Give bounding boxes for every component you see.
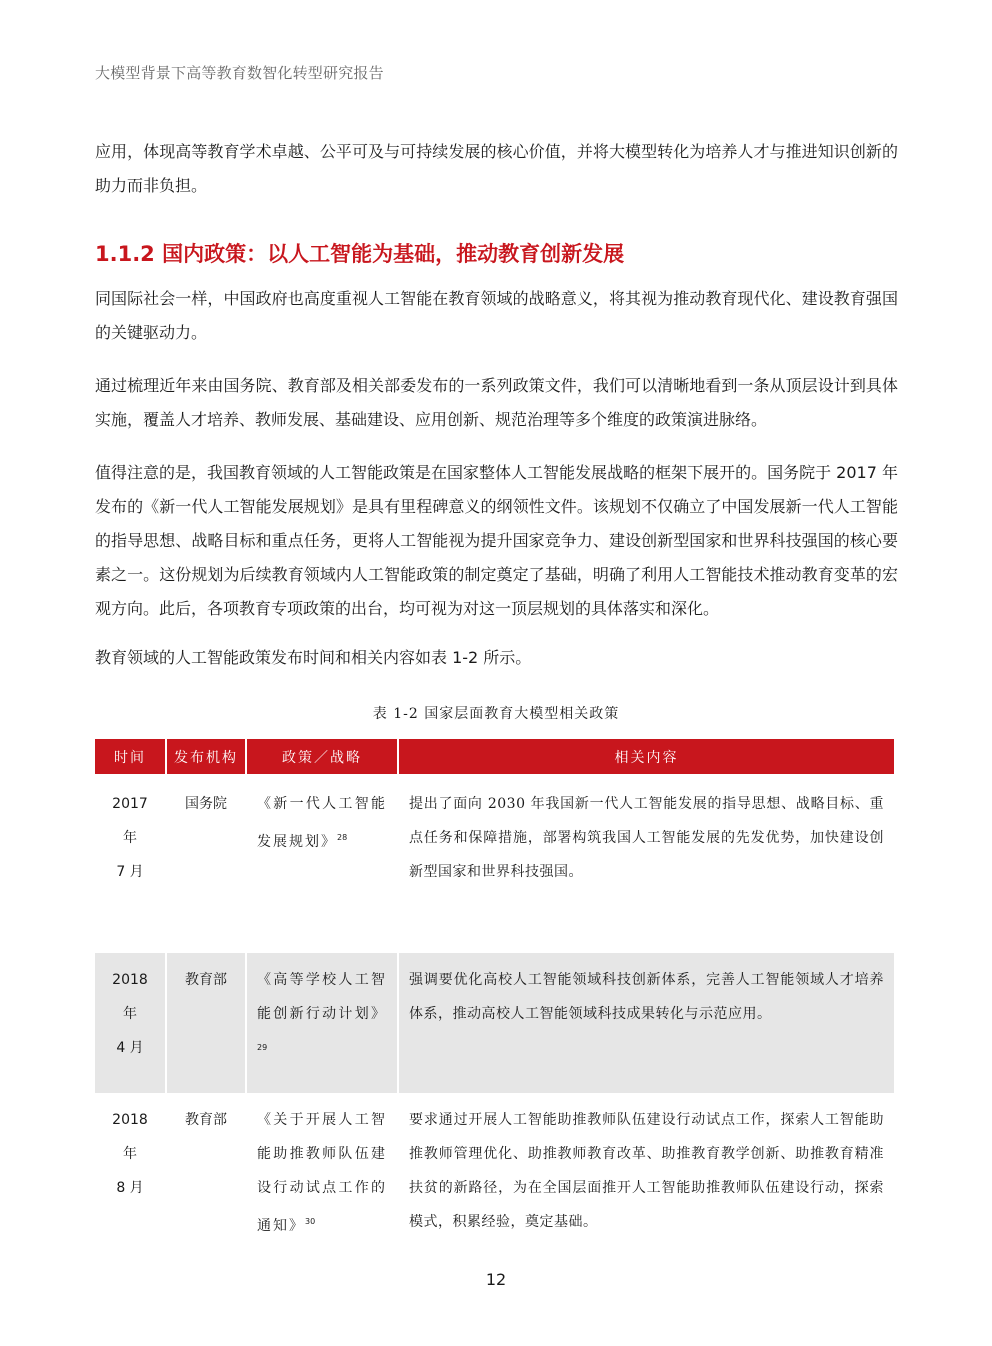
- header-policy: 政策／战略: [247, 739, 397, 777]
- policy-title: 《关于开展人工智能助推教师队伍建设行动试点工作的通知》: [257, 1112, 387, 1234]
- time-year: 2018 年: [112, 1112, 148, 1162]
- cell-content: 要求通过开展人工智能助推教师队伍建设行动试点工作，探索人工智能助推教师管理优化、助推教师教育改革、助推教育教学创新、助推教育精准扶贫的新路径，为在全国层面推开人工智能助推教师队伍建设行动，探索模式，积累经验，奠定基础。: [399, 1093, 894, 1265]
- table-row: [95, 953, 894, 1093]
- body-paragraph-1: 同国际社会一样，中国政府也高度重视人工智能在教育领域的战略意义，将其视为推动教育现代化、建设教育强国的关键驱动力。: [95, 289, 898, 342]
- table-header-row: [95, 739, 894, 777]
- policy-title: 《高等学校人工智能创新行动计划》: [257, 972, 387, 1022]
- footnote-ref: 28: [337, 833, 348, 842]
- running-header: 大模型背景下高等教育数智化转型研究报告: [95, 64, 384, 82]
- footnote-ref: 29: [257, 1043, 268, 1052]
- policy-table: [93, 739, 896, 1265]
- cell-org: 教育部: [167, 1093, 245, 1265]
- section-heading: 1.1.2 国内政策：以人工智能为基础，推动教育创新发展: [95, 242, 625, 266]
- intro-paragraph: 应用，体现高等教育学术卓越、公平可及与可持续发展的核心价值，并将大模型转化为培养人才与推进知识创新的助力而非负担。: [95, 142, 898, 195]
- table-row: [95, 1093, 894, 1265]
- cell-org: 国务院: [167, 777, 245, 953]
- cell-policy: [247, 953, 397, 1093]
- time-month: 4 月: [116, 1040, 144, 1056]
- cell-time: [95, 953, 165, 1093]
- header-time: 时间: [95, 739, 165, 777]
- time-year: 2017 年: [112, 796, 148, 846]
- body-paragraph-2: 通过梳理近年来由国务院、教育部及相关部委发布的一系列政策文件，我们可以清晰地看到一条从顶层设计到具体实施，覆盖人才培养、教师发展、基础建设、应用创新、规范治理等多个维度的政策演进脉络。: [95, 376, 898, 429]
- body-paragraph-4: 教育领域的人工智能政策发布时间和相关内容如表 1-2 所示。: [95, 648, 532, 667]
- cell-policy: [247, 1093, 397, 1265]
- page-number: 12: [485, 1270, 507, 1289]
- time-year: 2018 年: [112, 972, 148, 1022]
- table-row: [95, 777, 894, 953]
- time-month: 7 月: [116, 864, 144, 880]
- header-content: 相关内容: [399, 739, 894, 777]
- cell-time: [95, 777, 165, 953]
- body-paragraph-3: 值得注意的是，我国教育领域的人工智能政策是在国家整体人工智能发展战略的框架下展开的。国务院于 2017 年发布的《新一代人工智能发展规划》是具有里程碑意义的纲领性文件。该规划不仅确立了中国发展新一代人工智能的指导思想、战略目标和重点任务，更将人工智能视为提升国家竞争力、建设创新型国家和世界科技强国的核心要素之一。这份规划为后续教育领域内人工智能政策的制定奠定了基础，明确了利用人工智能技术推动教育变革的宏观方向。此后，各项教育专项政策的出台，均可视为对这一顶层规划的具体落实和深化。: [95, 463, 898, 618]
- footnote-ref: 30: [305, 1217, 316, 1226]
- cell-org: 教育部: [167, 953, 245, 1093]
- policy-title: 《新一代人工智能发展规划》: [257, 796, 387, 850]
- cell-policy: [247, 777, 397, 953]
- cell-time: [95, 1093, 165, 1265]
- table-caption: 表 1-2 国家层面教育大模型相关政策: [372, 706, 620, 722]
- time-month: 8 月: [116, 1180, 144, 1196]
- cell-content: 强调要优化高校人工智能领域科技创新体系，完善人工智能领域人才培养体系，推动高校人工智能领域科技成果转化与示范应用。: [399, 953, 894, 1093]
- header-org: 发布机构: [167, 739, 245, 777]
- cell-content: 提出了面向 2030 年我国新一代人工智能发展的指导思想、战略目标、重点任务和保障措施，部署构筑我国人工智能发展的先发优势，加快建设创新型国家和世界科技强国。: [399, 777, 894, 953]
